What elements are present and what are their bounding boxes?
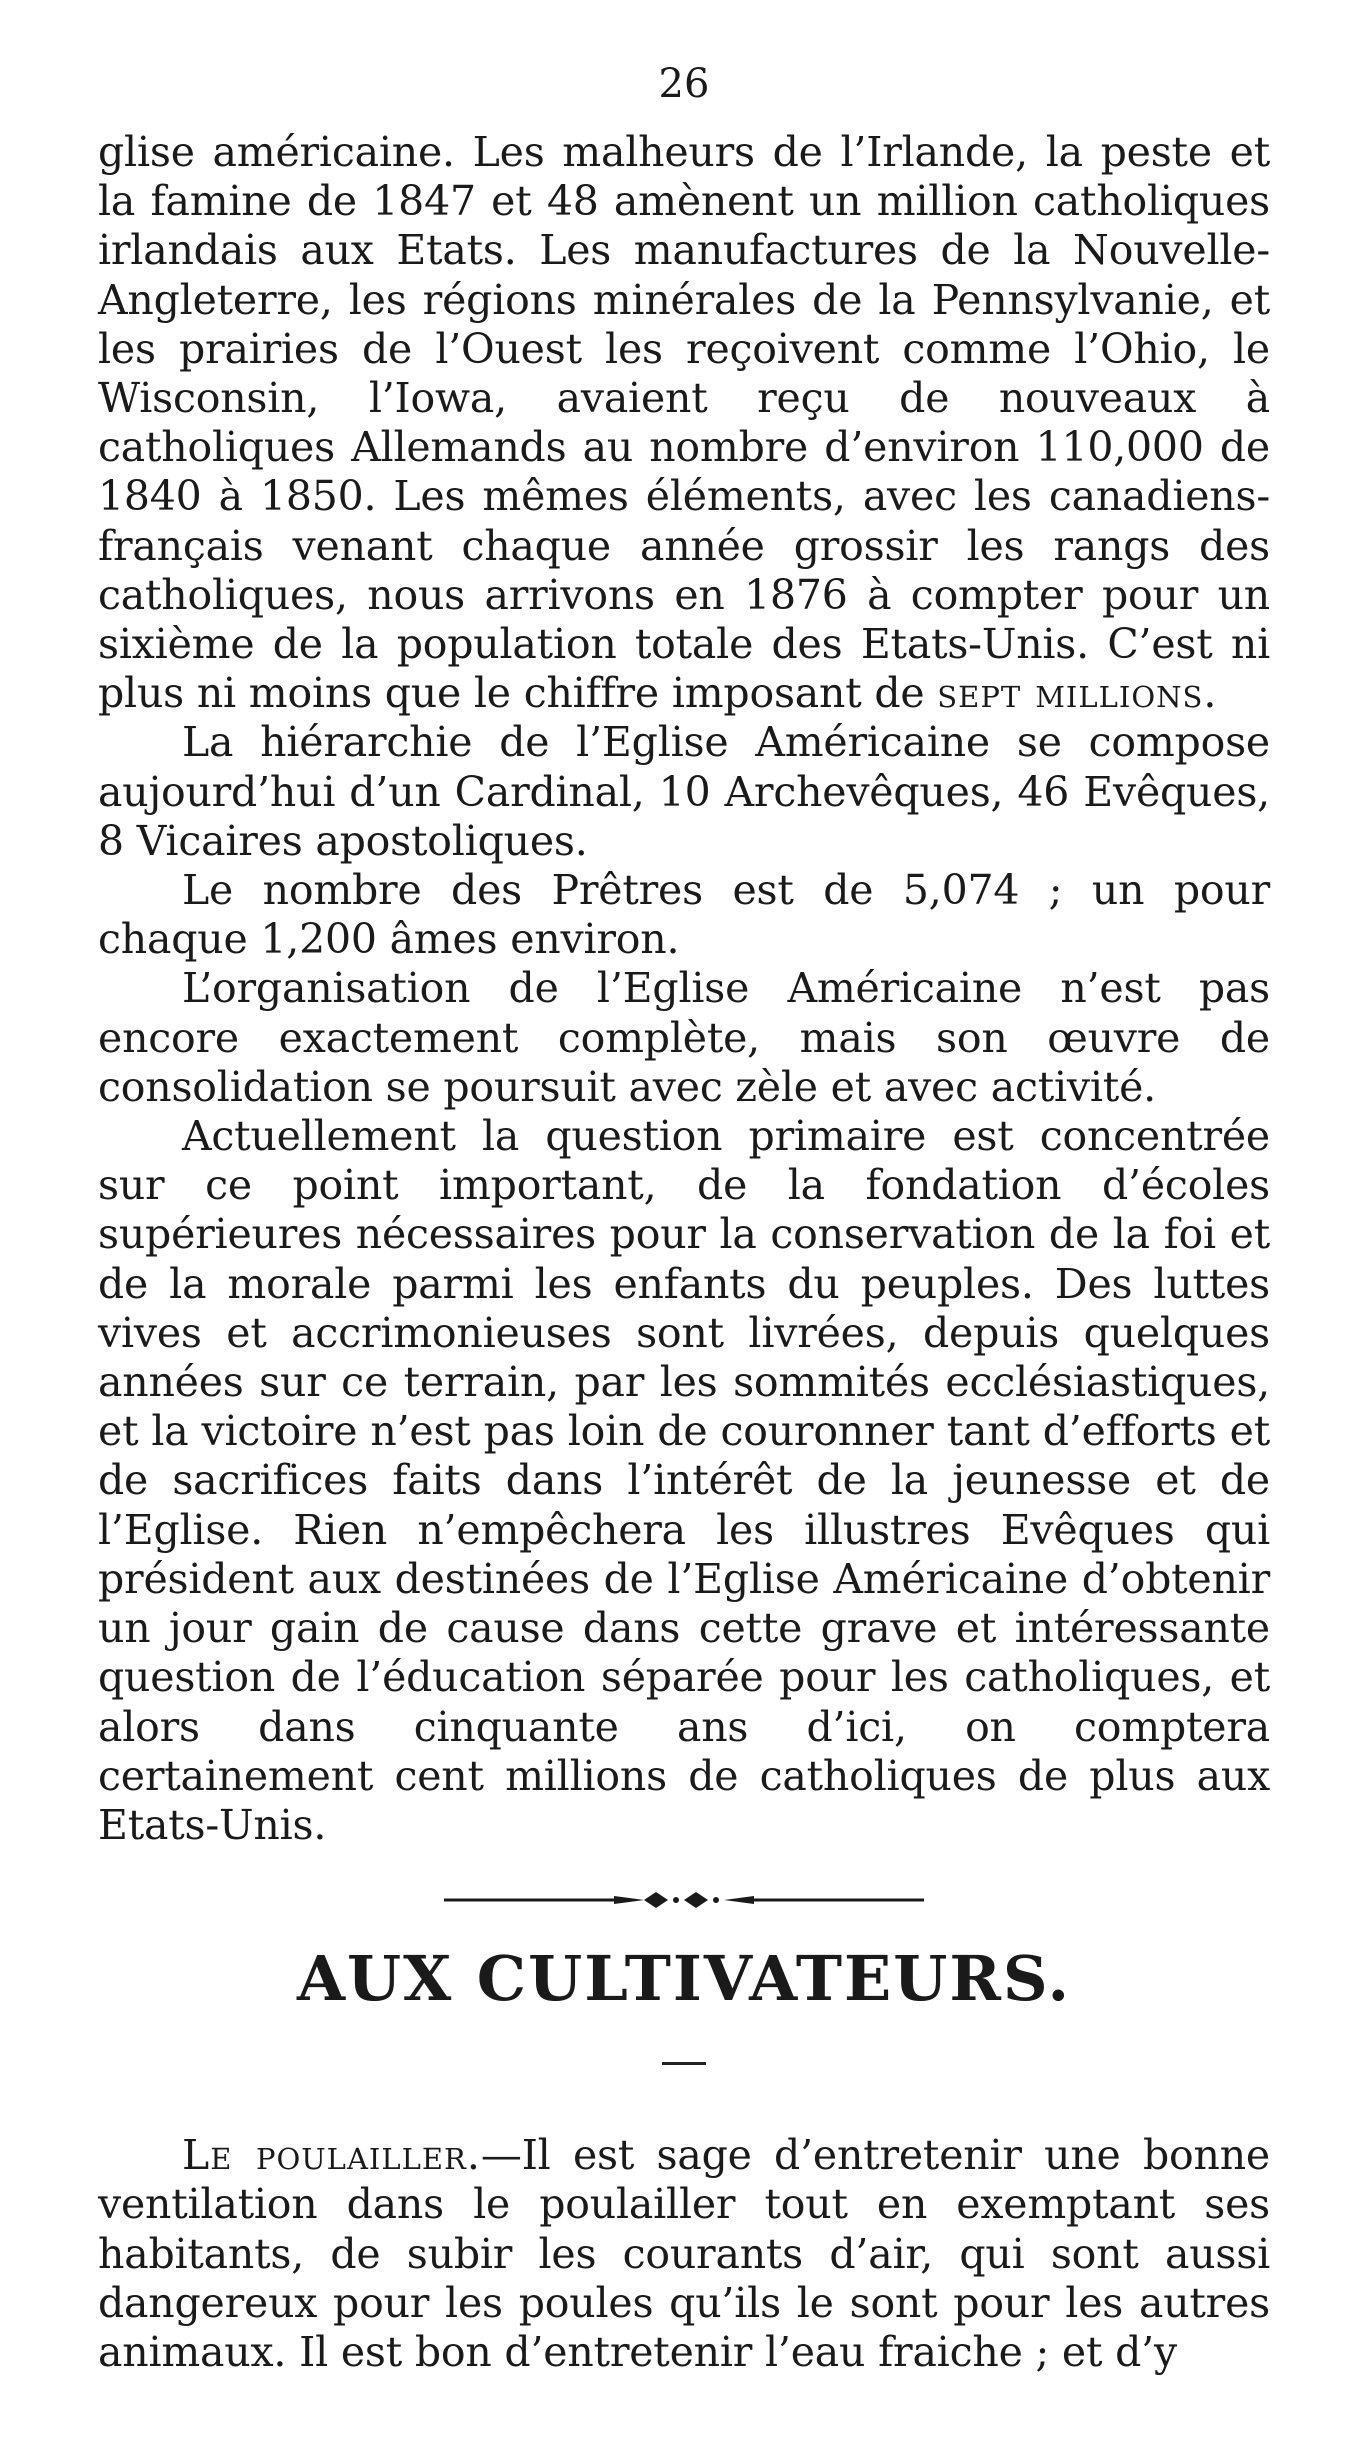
page-number: 26 [658, 61, 710, 107]
book-page [98, 60, 1270, 2377]
emphasis-sept-millions: sept millions [937, 669, 1204, 718]
section-lead: Le poulailler. [182, 2131, 481, 2180]
paragraph-3: Le nombre des Prêtres est de 5,074 ; un pour chaque 1,200 âmes environ. [98, 866, 1270, 964]
paragraph-1-tail: . [1203, 669, 1217, 718]
section-divider-ornament [444, 1888, 924, 1912]
paragraph-1 [98, 128, 1270, 718]
paragraph-1-text: glise américaine. Les malheurs de l’Irlande, la peste et la famine de 1847 et 48 amènent un million catholiques irlandais aux Etats. Les manufactures de la Nouvelle-Angleterre, les régions minérales de la Pennsylvanie, et les prairies de l’Ouest les reçoivent comme l’Ohio, le Wisconsin, l’Iowa, avaient reçu de nouveaux à catholiques Allemands au nombre d’environ 110,000 de 1840 à 1850. Les mêmes éléments, avec les canadiens-français venant chaque année grossir les rangs des catholiques, nous arrivons en 1876 à compter pour un sixième de la population totale des Etats-Unis. C’est ni plus ni moins que le chiffre imposant de [98, 128, 1270, 718]
section-title: AUX CULTIVATEURS. [296, 1942, 1072, 2016]
title-dash [662, 2062, 706, 2065]
paragraph-2: La hiérarchie de l’Eglise Américaine se compose aujourd’hui d’un Cardinal, 10 Archevêques, 46 Evêques, 8 Vicaires apostoliques. [98, 718, 1270, 865]
paragraph-4: L’organisation de l’Eglise Américaine n’est pas encore exactement complète, mais son œuvre de consolidation se poursuit avec zèle et avec activité. [98, 964, 1270, 1111]
paragraph-5: Actuellement la question primaire est concentrée sur ce point important, de la fondation d’écoles supérieures nécessaires pour la conservation de la foi et de la morale parmi les enfants du peuples. Des luttes vives et accrimonieuses sont livrées, depuis quelques années sur ce terrain, par les sommités ecclésiastiques, et la victoire n’est pas loin de couronner tant d’efforts et de sacrifices faits dans l’intérêt de la jeunesse et de l’Eglise. Rien n’empêchera les illustres Evêques qui président aux destinées de l’Eglise Américaine d’obtenir un jour gain de cause dans cette grave et intéressante question de l’éducation séparée pour les catholiques, et alors dans cinquante ans d’ici, on comptera certainement cent millions de catholiques de plus aux Etats-Unis. [98, 1112, 1270, 1849]
section-text: —Il est sage d’entretenir une bonne ventilation dans le poulailler tout en exemptant ses habitants, de subir les courants d’air, qui sont aussi dangereux pour les poules qu’ils le sont pour les autres animaux. Il est bon d’entretenir l’eau fraiche ; et d’y [98, 2131, 1270, 2376]
section-paragraph [98, 2131, 1270, 2377]
